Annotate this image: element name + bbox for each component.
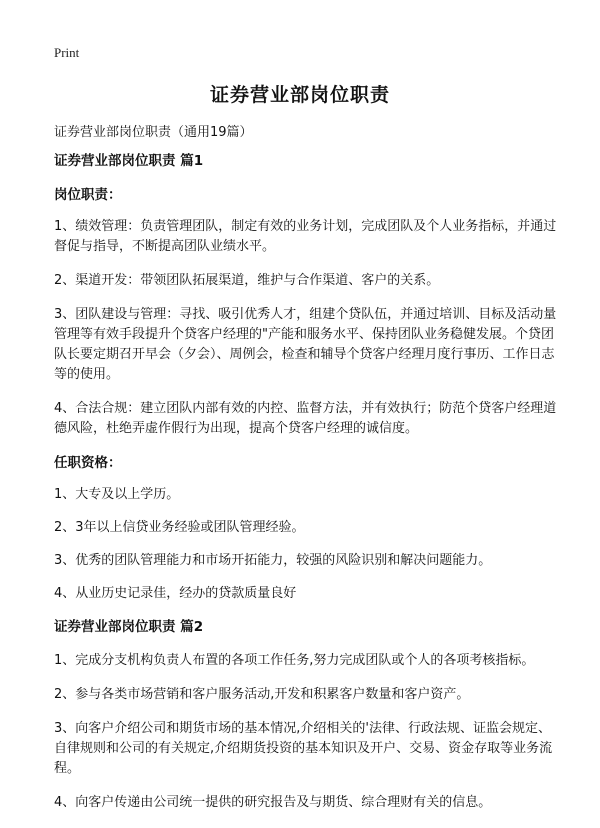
list-item: 3、向客户介绍公司和期货市场的基本情况,介绍相关的'法律、行政法规、证监会规定、自律规则和公司的有关规定,介绍期货投资的基本知识及开户、交易、资金存取等业务流程。 — [54, 721, 553, 776]
print-link[interactable]: Print — [54, 45, 80, 60]
list-item: 1、完成分支机构负责人布置的各项工作任务,努力完成团队或个人的各项考核指标。 — [54, 653, 535, 668]
section-1 — [54, 151, 560, 604]
section-heading: 证券营业部岗位职责 篇1 — [54, 153, 204, 169]
qualification-item: 4、从业历史记录佳，经办的贷款质量良好 — [54, 586, 297, 601]
duties-label: 岗位职责： — [54, 187, 122, 203]
section-2 — [54, 617, 560, 813]
page-subtitle: 证券营业部岗位职责（通用19篇） — [54, 125, 253, 140]
qualification-item: 3、优秀的团队管理能力和市场开拓能力，较强的风险识别和解决问题能力。 — [54, 553, 492, 568]
list-item: 2、参与各类市场营销和客户服务活动,开发和积累客户数量和客户资产。 — [54, 687, 470, 702]
duty-item: 3、团队建设与管理：寻找、吸引优秀人才，组建个贷队伍，并通过培训、目标及活动量管理等有效手段提升个贷客户经理的"产能和服务水平、保持团队业务稳健发展。个贷团队长要定期召开早会（夕会）、周例会，检查和辅导个贷客户经理月度行事历、工作日志等的使用。 — [54, 307, 557, 382]
page-title: 证券营业部岗位职责 — [209, 84, 390, 106]
qualifications-label: 任职资格： — [54, 455, 122, 471]
list-item: 4、向客户传递由公司统一提供的研究报告及与期货、综合理财有关的信息。 — [54, 795, 492, 810]
duty-item: 2、渠道开发：带领团队拓展渠道，维护与合作渠道、客户的关系。 — [54, 273, 440, 288]
section-heading: 证券营业部岗位职责 篇2 — [54, 619, 204, 635]
duty-item: 1、绩效管理：负责管理团队，制定有效的业务计划，完成团队及个人业务指标，并通过督促与指导，不断提高团队业绩水平。 — [54, 219, 557, 254]
qualification-item: 2、3年以上信贷业务经验或团队管理经验。 — [54, 520, 305, 535]
duty-item: 4、合法合规：建立团队内部有效的内控、监督方法，并有效执行；防范个贷客户经理道德风险，杜绝弄虚作假行为出现，提高个贷客户经理的诚信度。 — [54, 401, 557, 436]
document-body — [54, 151, 560, 827]
qualification-item: 1、大专及以上学历。 — [54, 487, 180, 502]
